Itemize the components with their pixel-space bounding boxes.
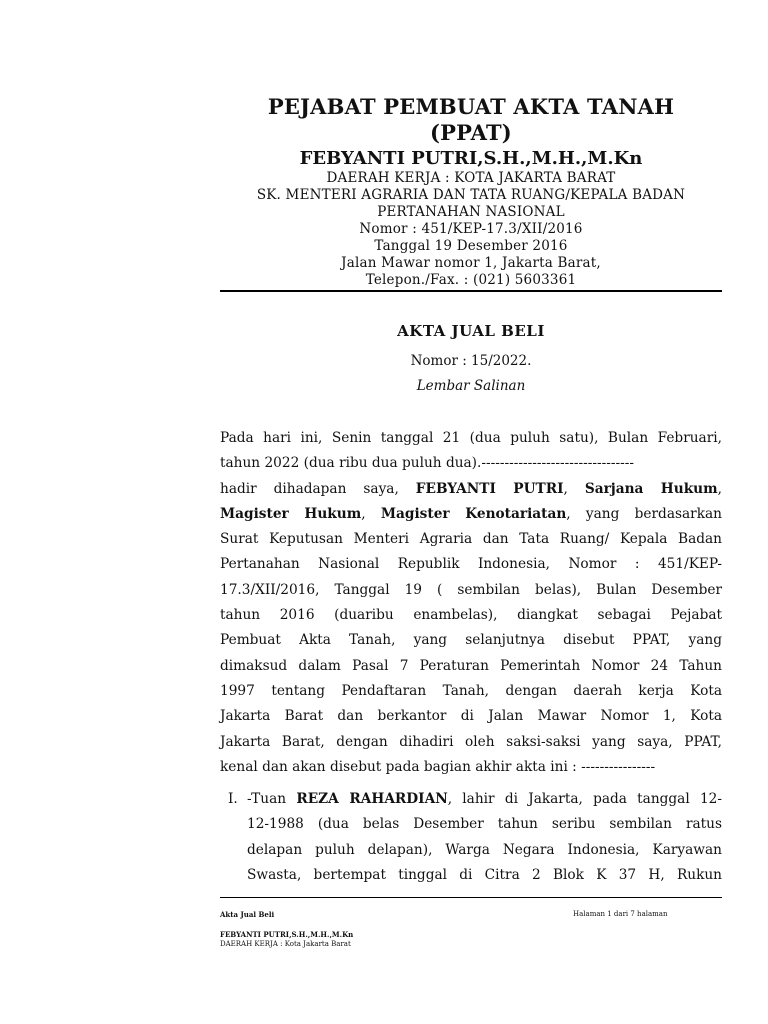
decree-line-cont: PERTANAHAN NASIONAL (377, 204, 565, 220)
header-divider (220, 290, 722, 292)
footer-page-info: Halaman 1 dari 7 halaman (573, 910, 668, 918)
footer-divider (220, 897, 722, 898)
body-line: dimaksud dalam Pasal 7 Peraturan Pemerintah Nomor 24 Tahun (220, 657, 722, 674)
officer-name: FEBYANTI PUTRI,S.H.,M.H.,M.Kn (299, 148, 643, 169)
body-line: Surat Keputusan Menteri Agraria dan Tata Ruang/ Kepala Badan (220, 531, 722, 548)
footer-doc-name: Akta Jual Beli (220, 910, 275, 919)
body-line: 1997 tentang Pendaftaran Tanah, dengan daerah kerja Kota (220, 682, 722, 699)
office-title: PEJABAT PEMBUAT AKTA TANAH (267, 94, 675, 119)
body-line: Pertanahan Nasional Republik Indonesia, Nomor : 451/KEP- (220, 556, 722, 573)
degree-bold: Magister Hukum (220, 505, 362, 522)
copy-label: Lembar Salinan (416, 378, 526, 394)
degree-bold: Magister Kenotariatan (380, 505, 567, 522)
body-line: tahun 2016 (duaribu enambelas), diangkat sebagai Pejabat (220, 607, 722, 624)
footer-officer: FEBYANTI PUTRI,S.H.,M.H.,M.Kn (220, 930, 354, 939)
degree-bold: Sarjana Hukum (584, 480, 718, 497)
body-line: Jakarta Barat dan berkantor di Jalan Mawar Nomor 1, Kota (220, 708, 722, 725)
body-line: 17.3/XII/2016, Tanggal 19 ( sembilan belas), Bulan Desember (220, 581, 722, 598)
list-line: -Tuan REZA RAHARDIAN, lahir di Jakarta, pada tanggal 12- (247, 791, 723, 807)
list-numeral: I. (228, 791, 238, 807)
list-line: 12-1988 (dua belas Desember tahun seribu sembilan ratus (247, 816, 722, 833)
work-area-line: DAERAH KERJA : KOTA JAKARTA BARAT (326, 170, 616, 186)
body-line: Pembuat Akta Tanah, yang selanjutnya disebut PPAT, yang (220, 632, 722, 649)
decree-number: Nomor : 451/KEP-17.3/XII/2016 (359, 221, 583, 237)
office-phone: Telepon./Fax. : (021) 5603361 (365, 272, 577, 288)
list-line: delapan puluh delapan), Warga Negara Indonesia, Karyawan (247, 841, 722, 858)
body-line: kenal dan akan disebut pada bagian akhir akta ini : ---------------- (220, 758, 656, 775)
office-address: Jalan Mawar nomor 1, Jakarta Barat, (341, 255, 601, 271)
deed-body (220, 426, 722, 780)
body-line: tahun 2022 (dua ribu dua puluh dua).--------------------------------- (220, 455, 634, 472)
office-abbreviation: (PPAT) (430, 120, 512, 145)
list-item (247, 787, 722, 888)
body-line: Jakarta Barat, dengan dihadiri oleh saksi-saksi yang saya, PPAT, (220, 733, 722, 750)
decree-line: SK. MENTERI AGRARIA DAN TATA RUANG/KEPALA BADAN (256, 187, 686, 203)
body-line: Magister Hukum, Magister Kenotariatan, yang berdasarkan (220, 505, 722, 522)
officer-name-bold: FEBYANTI PUTRI (415, 480, 564, 497)
body-line: Pada hari ini, Senin tanggal 21 (dua puluh satu), Bulan Februari, (220, 430, 722, 446)
decree-date: Tanggal 19 Desember 2016 (374, 238, 568, 254)
party-name-bold: REZA RAHARDIAN (296, 791, 448, 807)
deed-number: Nomor : 15/2022. (410, 353, 532, 369)
list-line: Swasta, bertempat tinggal di Citra 2 Blok K 37 H, Rukun (247, 866, 722, 883)
footer-work-area: DAERAH KERJA : Kota Jakarta Barat (220, 940, 351, 948)
body-line: hadir dihadapan saya, FEBYANTI PUTRI, Sarjana Hukum, (220, 480, 722, 497)
deed-title: AKTA JUAL BELI (397, 322, 545, 340)
